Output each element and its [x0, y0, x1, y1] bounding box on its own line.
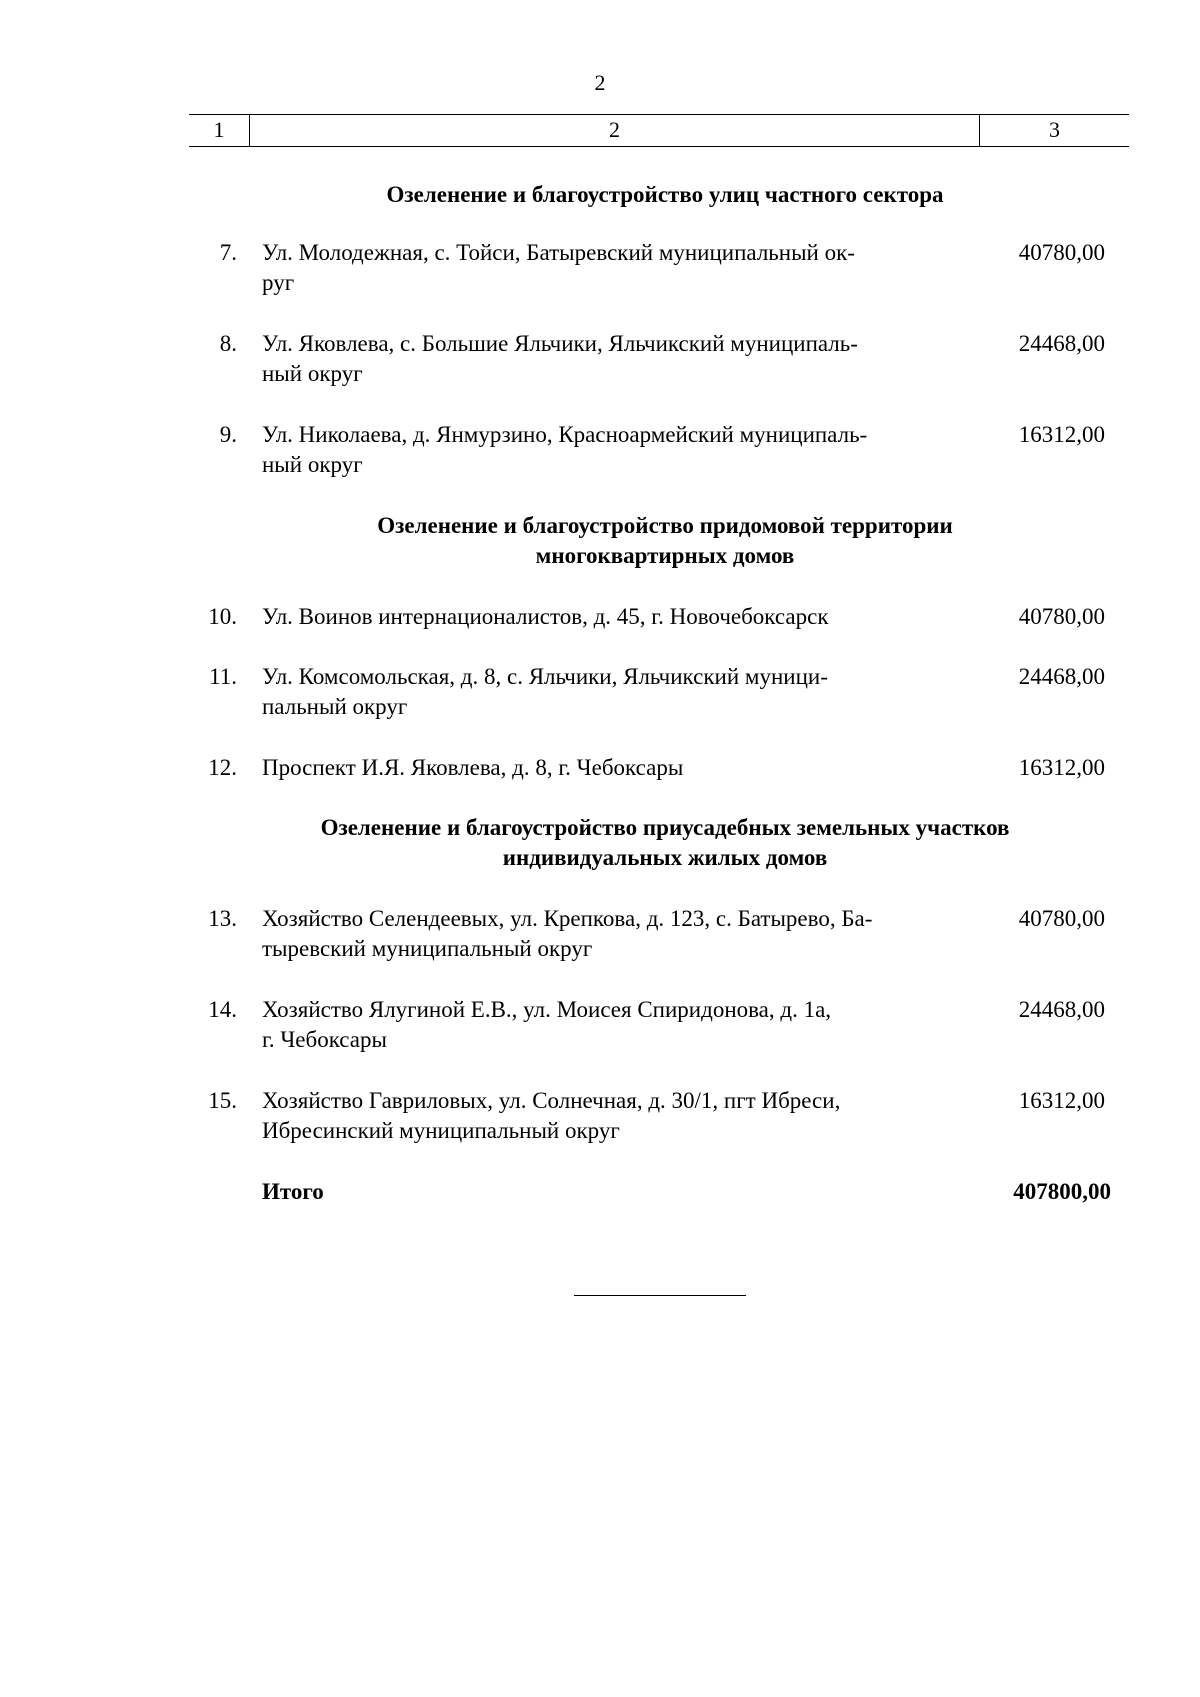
row-amount: 40780,00	[1018, 906, 1105, 931]
header-col-1: 1	[189, 115, 250, 146]
header-col-3: 3	[1049, 117, 1060, 142]
row-number: 13.	[208, 906, 237, 931]
row-number: 7.	[219, 240, 237, 265]
row-number: 15.	[208, 1088, 237, 1113]
row-amount: 24468,00	[1018, 664, 1105, 689]
end-divider	[574, 1295, 746, 1296]
header-col-2: 2	[250, 115, 980, 146]
row-amount: 24468,00	[1018, 997, 1105, 1022]
row-description: Ул. Молодежная, с. Тойси, Батыревский муниципальный ок- руг	[262, 240, 855, 295]
section-title	[250, 813, 1080, 873]
row-description: Хозяйство Ялугиной Е.В., ул. Моисея Спиридонова, д. 1а, г. Чебоксары	[262, 997, 832, 1052]
row-number: 9.	[219, 422, 237, 447]
row-number: 14.	[208, 997, 237, 1022]
section-title-line: индивидуальных жилых домов	[502, 845, 828, 870]
section-title-line: многоквартирных домов	[535, 543, 795, 568]
section-title	[250, 511, 1080, 571]
row-description: Ул. Николаева, д. Янмурзино, Красноармейский муниципаль- ный округ	[262, 422, 868, 477]
total-amount: 407800,00	[1013, 1179, 1111, 1204]
row-description: Хозяйство Селендеевых, ул. Крепкова, д. 123, с. Батырево, Ба- тыревский муниципальный округ	[262, 906, 873, 961]
row-amount: 24468,00	[1018, 331, 1105, 356]
row-description: Хозяйство Гавриловых, ул. Солнечная, д. 30/1, пгт Ибреси, Ибресинский муниципальный округ	[262, 1088, 841, 1143]
total-label: Итого	[262, 1179, 324, 1204]
row-amount: 16312,00	[1018, 422, 1105, 447]
row-description: Ул. Яковлева, с. Большие Яльчики, Яльчикский муниципаль- ный округ	[262, 331, 858, 386]
row-amount: 16312,00	[1018, 1088, 1105, 1113]
section-title: Озеленение и благоустройство улиц частного сектора	[386, 182, 944, 207]
row-description: Ул. Комсомольская, д. 8, с. Яльчики, Яльчикский муници- пальный округ	[262, 664, 828, 719]
row-number: 8.	[219, 331, 237, 356]
table-header-row	[189, 114, 1129, 147]
section-title-line: Озеленение и благоустройство приусадебных земельных участков	[320, 815, 1010, 840]
row-description: Ул. Воинов интернационалистов, д. 45, г. Новочебоксарск	[262, 604, 829, 629]
row-number: 10.	[208, 604, 237, 629]
row-amount: 16312,00	[1018, 755, 1105, 780]
row-description: Проспект И.Я. Яковлева, д. 8, г. Чебоксары	[262, 755, 684, 780]
section-title-line: Озеленение и благоустройство придомовой территории	[377, 513, 953, 538]
row-amount: 40780,00	[1018, 604, 1105, 629]
page-number: 2	[594, 70, 606, 95]
row-number: 11.	[209, 664, 237, 689]
row-amount: 40780,00	[1018, 240, 1105, 265]
row-number: 12.	[208, 755, 237, 780]
